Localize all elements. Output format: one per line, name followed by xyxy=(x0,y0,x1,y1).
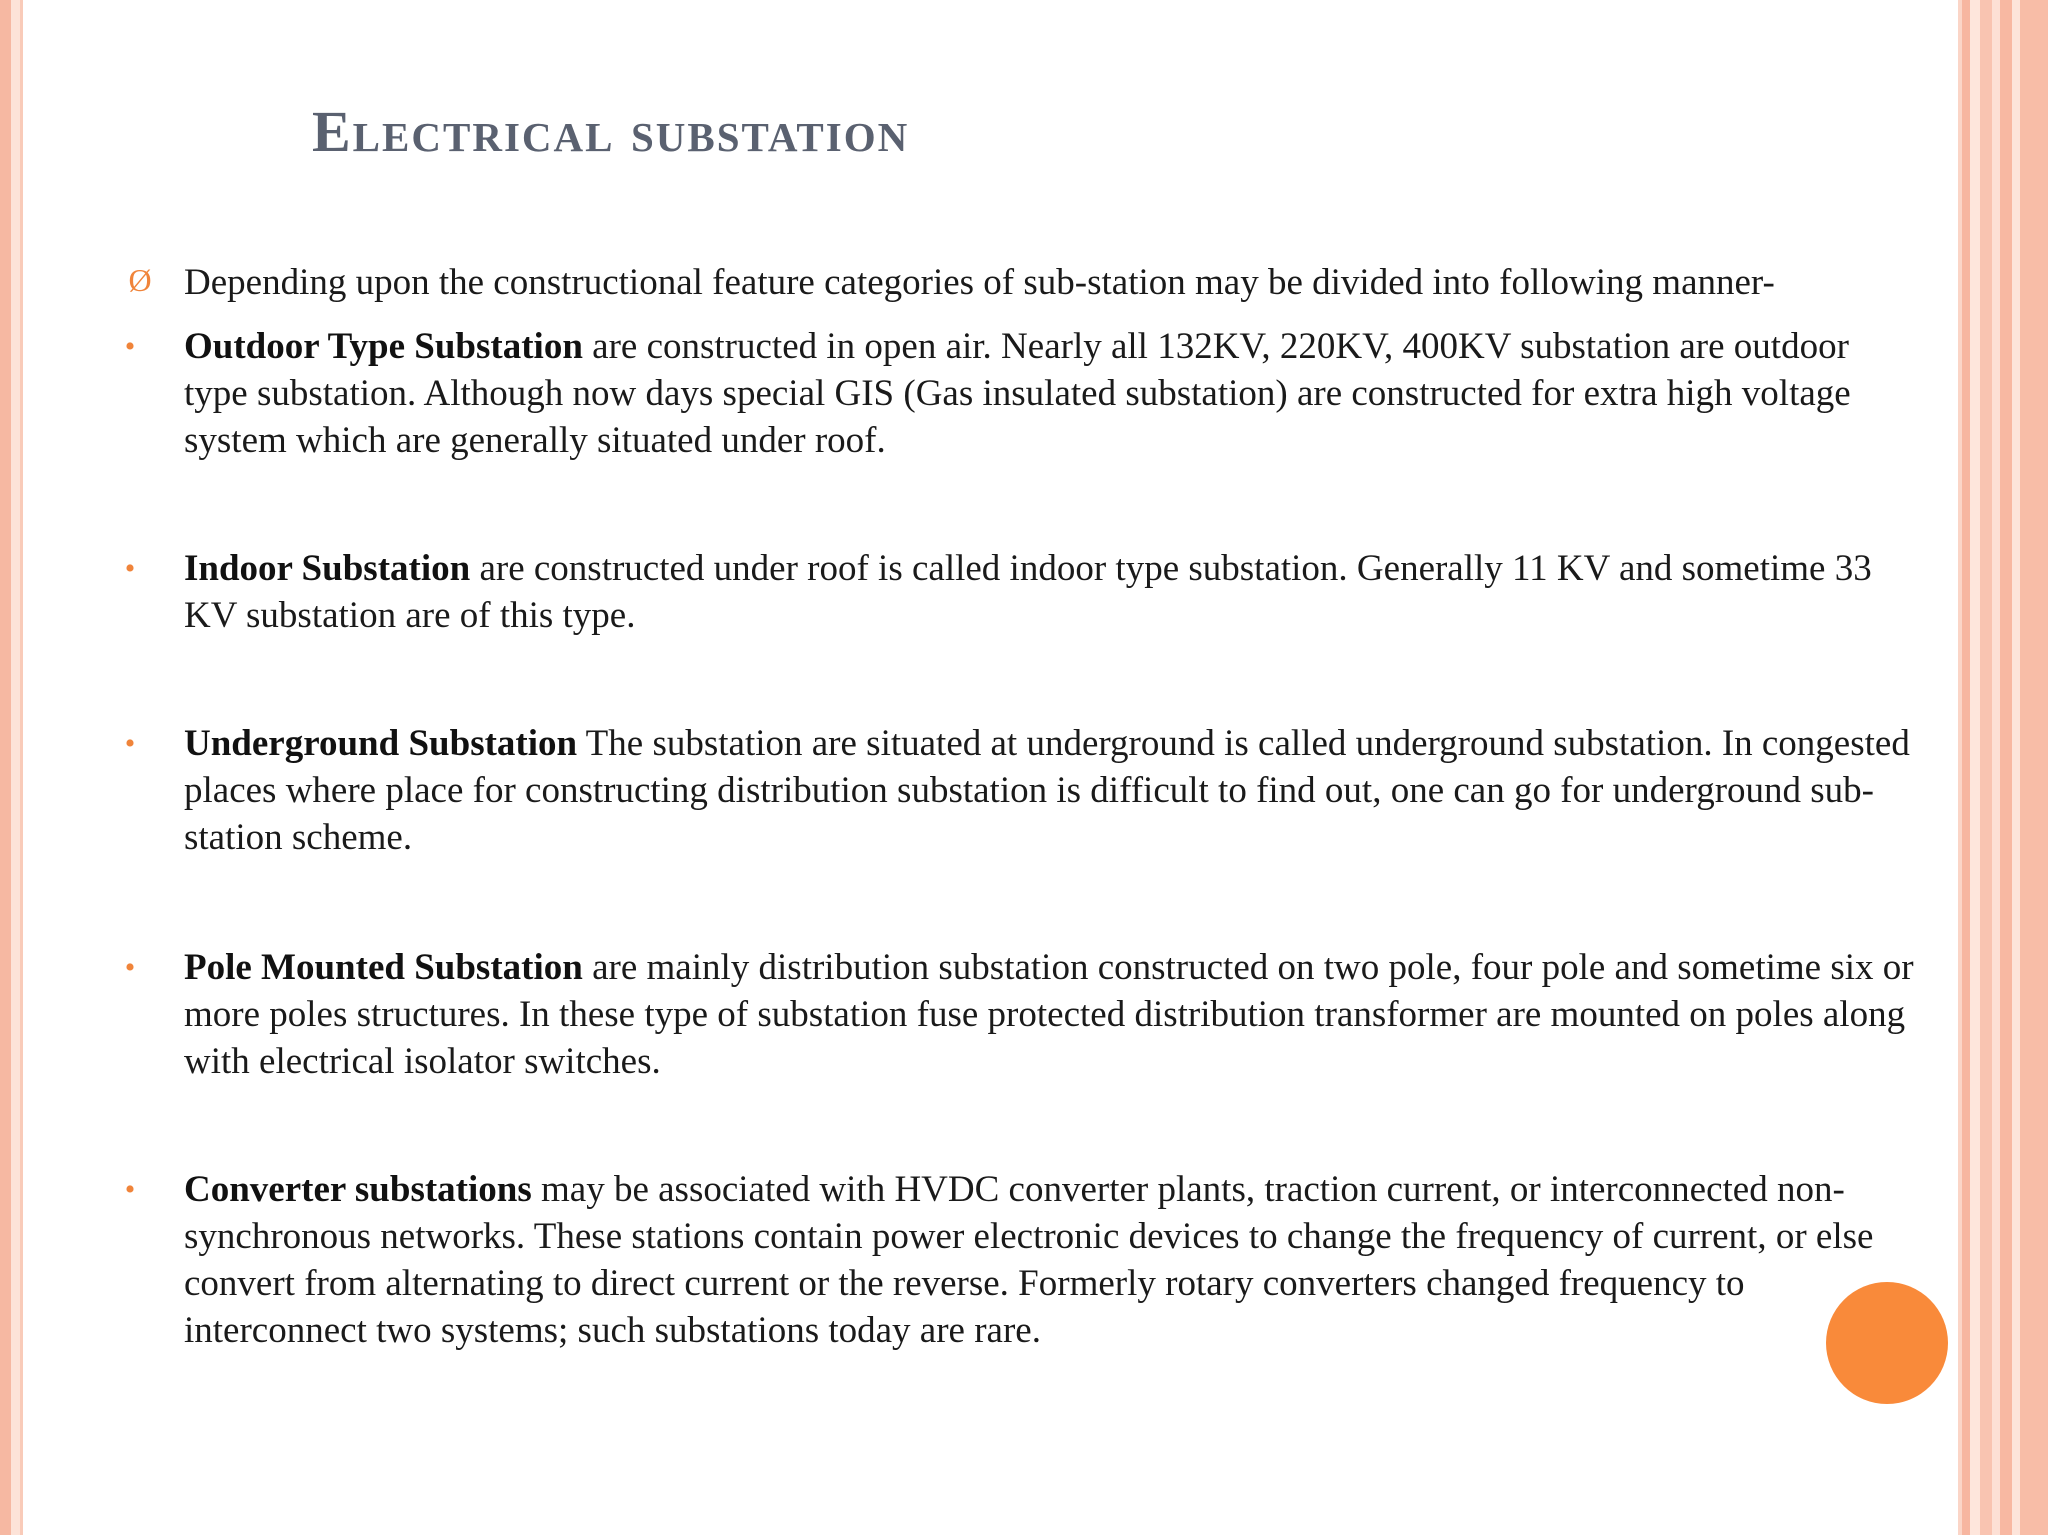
list-item-outdoor xyxy=(124,323,1914,464)
bullet-icon: • xyxy=(124,330,136,363)
right-border-stripe xyxy=(1980,0,1992,1535)
item-text: are constructed under roof is called indoor type substation. Generally 11 KV and sometime 33 KV substation are of this type. xyxy=(184,548,1872,636)
item-heading: Outdoor Type Substation xyxy=(184,326,583,367)
list-item-converter xyxy=(124,1166,1914,1354)
right-border-stripe xyxy=(1970,0,1980,1535)
item-text: may be associated with HVDC converter plants, traction current, or interconnected non-synchronous networks. These stations contain power electronic devices to change the frequency of current, or else convert from alternating to direct current or the reverse. Formerly rotary converters changed frequency to interconnect two systems; such substations today are rare. xyxy=(184,1169,1874,1351)
intro-paragraph xyxy=(128,259,1914,306)
right-border-stripe xyxy=(2020,0,2048,1535)
item-text: are mainly distribution substation constructed on two pole, four pole and sometime six or more poles structures. In these type of substation fuse protected distribution transformer are mounted on poles along with electrical isolator switches. xyxy=(184,947,1914,1082)
right-border-stripe xyxy=(1962,0,1970,1535)
list-item-pole-mounted xyxy=(124,944,1914,1085)
bullet-icon: • xyxy=(124,1173,136,1206)
item-heading: Converter substations xyxy=(184,1169,532,1210)
slide-title: Electrical substation xyxy=(312,99,910,164)
item-heading: Underground Substation xyxy=(184,723,578,764)
item-heading: Pole Mounted Substation xyxy=(184,947,583,988)
item-heading: Indoor Substation xyxy=(184,548,471,589)
right-border-stripe xyxy=(2012,0,2020,1535)
intro-text: Depending upon the constructional feature categories of sub-station may be divided into following manner- xyxy=(184,262,1775,303)
bullet-icon: • xyxy=(124,951,136,984)
bullet-icon: • xyxy=(124,727,136,760)
list-item-underground xyxy=(124,720,1914,861)
item-text: The substation are situated at underground is called underground substation. In congested places where place for constructing distribution substation is difficult to find out, one can go for underground sub-station scheme. xyxy=(184,723,1910,858)
diameter-arrow-icon: Ø xyxy=(128,262,152,298)
item-text: are constructed in open air. Nearly all 132KV, 220KV, 400KV substation are outdoor type substation. Although now days special GIS (Gas insulated substation) are constructed for extra high voltage system which are generally situated under roof. xyxy=(184,326,1851,461)
right-border-stripe xyxy=(1992,0,2000,1535)
bullet-icon: • xyxy=(124,552,136,585)
right-border-stripe xyxy=(2000,0,2012,1535)
list-item-indoor xyxy=(124,545,1914,639)
decorative-circle xyxy=(1826,1282,1948,1404)
